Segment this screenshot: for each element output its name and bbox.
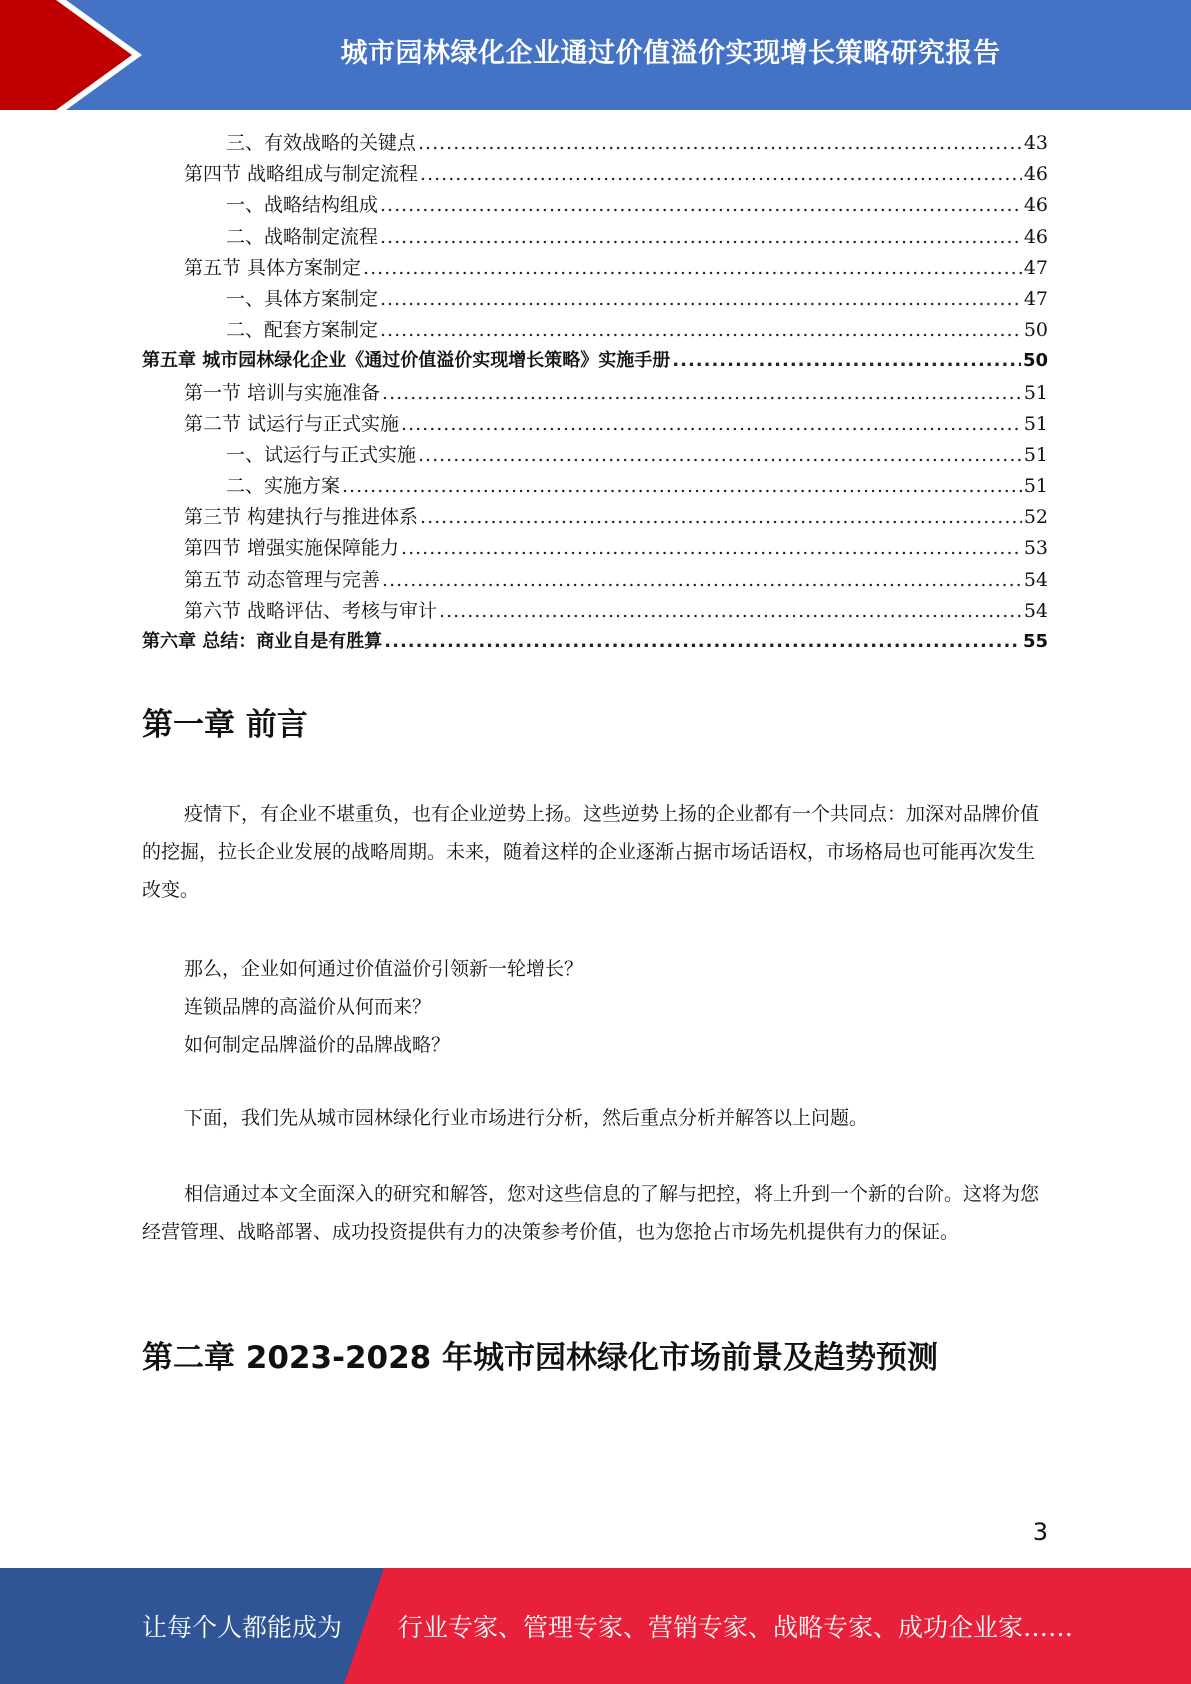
toc-leader-dots: [382, 569, 1022, 591]
toc-entry-label: 一、试运行与正式实施: [226, 443, 417, 466]
toc-entry-label: 二、实施方案: [226, 475, 341, 498]
toc-entry-label: 第五节 具体方案制定: [184, 256, 362, 279]
toc-entry[interactable]: [142, 533, 1048, 564]
toc-entry-label: 第二节 试运行与正式实施: [184, 412, 400, 435]
toc-leader-dots: [380, 226, 1022, 248]
toc-entry-label: 第五节 动态管理与完善: [184, 568, 381, 591]
paragraph: 疫情下，有企业不堪重负，也有企业逆势上扬。这些逆势上扬的企业都有一个共同点：加深对品牌价值的挖掘，拉长企业发展的战略周期。未来，随着这样的企业逐渐占据市场话语权，市场格局也可能再次发生改变。: [142, 803, 1040, 901]
toc-entry-page: 50: [1023, 319, 1048, 342]
chapter-heading: 第一章 前言: [142, 707, 308, 743]
toc-leader-dots: [418, 132, 1022, 154]
table-of-contents: [142, 128, 1048, 658]
toc-entry[interactable]: [142, 315, 1048, 346]
toc-entry-label: 一、战略结构组成: [226, 194, 379, 217]
question-line: 连锁品牌的高溢价从何而来？: [184, 996, 432, 1018]
toc-entry-label: 第六节 战略评估、考核与审计: [184, 599, 438, 622]
toc-entry[interactable]: [142, 378, 1048, 409]
toc-leader-dots: [439, 600, 1022, 622]
toc-leader-dots: [418, 444, 1022, 466]
toc-leader-dots: [342, 475, 1022, 497]
toc-leader-dots: [382, 382, 1022, 404]
toc-entry[interactable]: [142, 502, 1048, 533]
toc-entry-page: 43: [1023, 132, 1048, 154]
toc-entry-page: 52: [1023, 506, 1048, 529]
toc-leader-dots: [380, 319, 1022, 341]
toc-entry-page: 51: [1023, 412, 1048, 435]
toc-leader-dots: [401, 413, 1022, 435]
toc-entry-label: 二、战略制定流程: [226, 225, 379, 248]
toc-entry-label: 第四节 增强实施保障能力: [184, 537, 400, 560]
toc-entry-page: 51: [1023, 381, 1048, 404]
toc-entry-label: 第六章 总结：商业自是有胜算: [142, 631, 383, 652]
toc-entry[interactable]: [142, 346, 1048, 377]
chapter-heading: 第二章 2023-2028 年城市园林绿化市场前景及趋势预测: [142, 1340, 939, 1376]
report-title: 城市园林绿化企业通过价值溢价实现增长策略研究报告: [340, 37, 1001, 69]
toc-entry[interactable]: [142, 128, 1048, 159]
toc-leader-dots: [420, 163, 1022, 185]
paragraph: 相信通过本文全面深入的研究和解答，您对这些信息的了解与把控，将上升到一个新的台阶。这将为您经营管理、战略部署、成功投资提供有力的决策参考价值，也为您抢占市场先机提供有力的保证。: [142, 1183, 1040, 1243]
toc-entry-page: 46: [1023, 163, 1048, 186]
toc-entry[interactable]: [142, 471, 1048, 502]
toc-entry-page: 47: [1023, 256, 1048, 279]
toc-entry[interactable]: [142, 222, 1048, 253]
toc-entry[interactable]: [142, 440, 1048, 471]
toc-leader-dots: [384, 631, 1021, 652]
header-chevron-graphic: [0, 0, 150, 110]
footer-slogan-right: 行业专家、管理专家、营销专家、战略专家、成功企业家……: [398, 1613, 1074, 1642]
toc-entry[interactable]: [142, 284, 1048, 315]
toc-entry-label: 三、有效战略的关键点: [226, 132, 417, 154]
toc-entry-page: 51: [1023, 443, 1048, 466]
toc-entry-page: 55: [1022, 631, 1048, 652]
toc-entry[interactable]: [142, 253, 1048, 284]
toc-entry-label: 第三节 构建执行与推进体系: [184, 506, 419, 529]
toc-leader-dots: [672, 350, 1021, 371]
toc-entry[interactable]: [142, 565, 1048, 596]
paragraph: 下面，我们先从城市园林绿化行业市场进行分析，然后重点分析并解答以上问题。: [184, 1107, 869, 1129]
toc-leader-dots: [363, 257, 1022, 279]
toc-entry-label: 一、具体方案制定: [226, 287, 379, 310]
toc-entry-label: 二、配套方案制定: [226, 319, 379, 342]
toc-leader-dots: [380, 194, 1022, 216]
footer-slogan-left: 让每个人都能成为: [142, 1613, 343, 1642]
toc-entry[interactable]: [142, 159, 1048, 190]
question-line: 如何制定品牌溢价的品牌战略？: [184, 1034, 451, 1056]
toc-entry-page: 50: [1022, 350, 1048, 372]
toc-entry-page: 47: [1023, 287, 1048, 310]
toc-entry-page: 54: [1023, 568, 1048, 591]
question-line: 那么，企业如何通过价值溢价引领新一轮增长？: [184, 958, 584, 980]
toc-entry[interactable]: [142, 627, 1048, 658]
toc-entry[interactable]: [142, 596, 1048, 627]
toc-leader-dots: [401, 537, 1022, 559]
toc-entry-page: 46: [1023, 194, 1048, 217]
toc-entry-label: 第五章 城市园林绿化企业《通过价值溢价实现增长策略》实施手册: [142, 350, 671, 372]
toc-entry-label: 第四节 战略组成与制定流程: [184, 163, 419, 186]
toc-entry-page: 51: [1023, 475, 1048, 498]
toc-entry[interactable]: [142, 409, 1048, 440]
toc-entry-label: 第一节 培训与实施准备: [184, 381, 381, 404]
toc-leader-dots: [420, 506, 1022, 528]
toc-entry-page: 46: [1023, 225, 1048, 248]
footer-banner: [0, 1568, 1191, 1684]
toc-leader-dots: [380, 288, 1022, 310]
page-number: 3: [1032, 1518, 1048, 1546]
header-banner: [0, 0, 1191, 110]
toc-entry[interactable]: [142, 190, 1048, 221]
toc-entry-page: 53: [1023, 537, 1048, 560]
toc-entry-page: 54: [1023, 599, 1048, 622]
